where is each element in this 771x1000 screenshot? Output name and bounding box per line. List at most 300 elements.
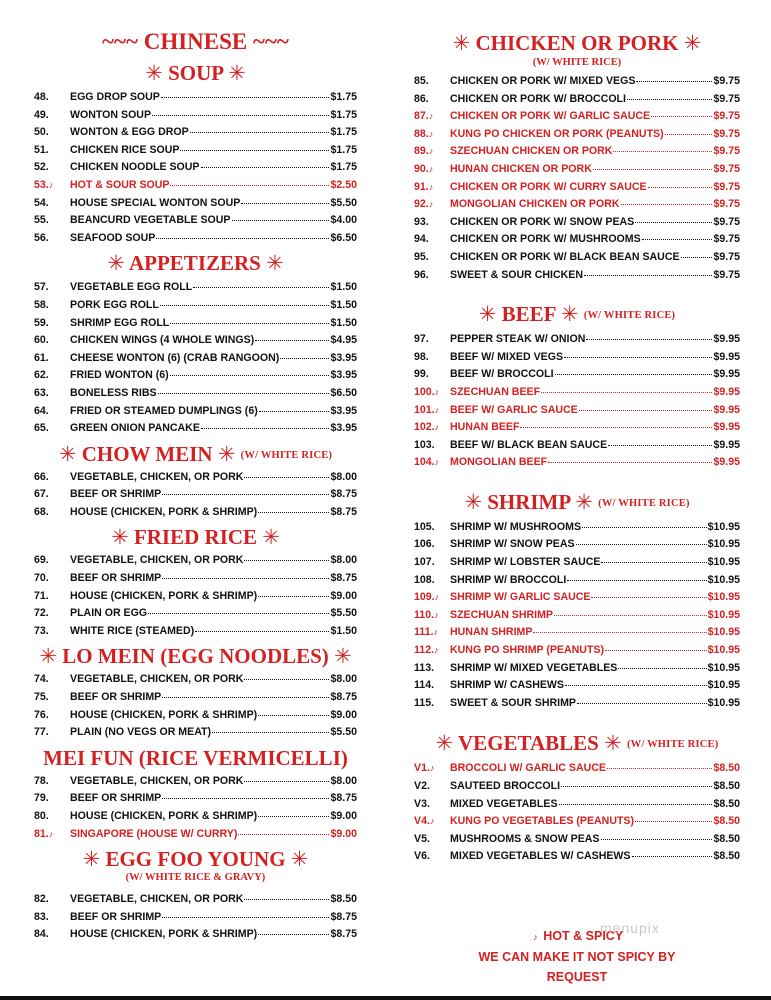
item-name: MIXED VEGETABLES W/ CASHEWS bbox=[450, 850, 631, 863]
menu-item bbox=[34, 403, 357, 421]
item-price: $9.75 bbox=[713, 233, 740, 246]
menu-item bbox=[414, 624, 740, 642]
dot-leader bbox=[244, 476, 329, 478]
dot-leader bbox=[195, 630, 329, 632]
menu-item bbox=[34, 315, 357, 333]
dot-leader bbox=[593, 168, 713, 170]
fried-rice-list bbox=[34, 552, 357, 640]
chili-pepper-icon: ♪ bbox=[428, 128, 434, 139]
item-number bbox=[414, 126, 450, 144]
item-number-text: 99. bbox=[414, 368, 429, 381]
item-number bbox=[34, 891, 70, 909]
item-number-text: 74. bbox=[34, 673, 49, 686]
item-name: HOUSE (CHICKEN, PORK & SHRIMP) bbox=[70, 589, 258, 602]
chow-mein-list bbox=[34, 469, 357, 522]
menu-item bbox=[34, 124, 357, 142]
item-number bbox=[34, 350, 70, 368]
item-number bbox=[34, 212, 70, 230]
item-number-text: 51. bbox=[34, 143, 49, 156]
menu-item bbox=[34, 142, 357, 160]
item-number bbox=[414, 660, 450, 678]
item-name: FRIED OR STEAMED DUMPLINGS (6) bbox=[70, 404, 258, 417]
item-price: $9.00 bbox=[330, 827, 357, 840]
item-name: MONGOLIAN BEEF bbox=[450, 456, 548, 469]
item-number-text: 108. bbox=[414, 573, 435, 586]
dot-leader bbox=[170, 374, 330, 376]
item-name: SHRIMP W/ MIXED VEGETABLES bbox=[450, 661, 618, 674]
chili-pepper-icon: ♪ bbox=[433, 627, 438, 638]
menu-item bbox=[414, 536, 740, 554]
item-name: BEEF OR SHRIMP bbox=[70, 910, 162, 923]
asterisk-icon: ✳ bbox=[262, 525, 280, 550]
item-number-text: 97. bbox=[414, 333, 429, 346]
item-name: CHICKEN OR PORK W/ BLACK BEAN SAUCE bbox=[450, 250, 680, 263]
item-price: $1.75 bbox=[330, 126, 357, 139]
item-price: $9.00 bbox=[330, 589, 357, 602]
item-price: $1.75 bbox=[330, 91, 357, 103]
dot-leader bbox=[160, 304, 330, 306]
menu-item bbox=[414, 813, 740, 831]
item-price: $8.75 bbox=[330, 505, 357, 518]
item-number-text: 48. bbox=[34, 91, 49, 103]
item-number bbox=[414, 760, 450, 778]
asterisk-icon: ✳ bbox=[334, 644, 352, 669]
menu-item bbox=[34, 689, 357, 707]
item-price: $8.50 bbox=[713, 850, 740, 863]
item-number bbox=[414, 143, 450, 161]
item-number-text: 109. bbox=[414, 591, 435, 604]
item-name: BEEF W/ MIXED VEGS bbox=[450, 350, 564, 363]
item-name: BEEF OR SHRIMP bbox=[70, 691, 162, 704]
item-name: BONELESS RIBS bbox=[70, 386, 157, 399]
item-number bbox=[414, 349, 450, 367]
item-price: $10.95 bbox=[707, 520, 740, 533]
item-number bbox=[34, 297, 70, 315]
vegetables-list bbox=[414, 760, 740, 866]
item-number-text: V2. bbox=[414, 780, 430, 792]
menu-item bbox=[414, 677, 740, 695]
menu-item bbox=[34, 773, 357, 791]
item-number-text: 100. bbox=[414, 385, 435, 398]
item-number bbox=[34, 315, 70, 333]
item-price: $8.00 bbox=[330, 673, 357, 686]
item-number-text: 103. bbox=[414, 438, 435, 451]
beef-list bbox=[414, 331, 740, 472]
item-name: MONGOLIAN CHICKEN OR PORK bbox=[450, 198, 620, 211]
item-price: $1.50 bbox=[330, 281, 357, 294]
menu-item bbox=[34, 909, 357, 927]
item-number-text: 101. bbox=[414, 403, 435, 416]
item-name: CHICKEN OR PORK W/ MUSHROOMS bbox=[450, 233, 641, 246]
item-number-text: 63. bbox=[34, 386, 49, 399]
item-price: $1.75 bbox=[330, 108, 357, 121]
item-number bbox=[34, 486, 70, 504]
item-name: FRIED WONTON (6) bbox=[70, 369, 169, 382]
item-number bbox=[34, 367, 70, 385]
menu-item bbox=[414, 108, 740, 126]
item-number-text: V1. bbox=[414, 762, 430, 775]
item-price: $9.75 bbox=[713, 198, 740, 211]
item-number-text: 84. bbox=[34, 928, 49, 941]
dot-leader bbox=[559, 803, 713, 805]
item-number bbox=[414, 677, 450, 695]
item-name: HOT & SOUR SOUP bbox=[70, 178, 170, 191]
item-number bbox=[414, 196, 450, 214]
item-number bbox=[34, 230, 70, 248]
item-price: $9.95 bbox=[713, 403, 740, 416]
item-name: SHRIMP EGG ROLL bbox=[70, 316, 170, 329]
item-name: CHEESE WONTON (6) (CRAB RANGOON) bbox=[70, 351, 280, 364]
item-number-text: 64. bbox=[34, 404, 49, 417]
chili-pepper-icon: ♪ bbox=[434, 386, 440, 397]
chili-pepper-icon: ♪ bbox=[428, 163, 434, 174]
menu-item bbox=[414, 331, 740, 349]
item-number bbox=[34, 142, 70, 160]
menu-item bbox=[414, 695, 740, 713]
dot-leader bbox=[567, 579, 706, 581]
item-price: $5.50 bbox=[330, 607, 357, 620]
item-number-text: 49. bbox=[34, 108, 49, 121]
item-number-text: 93. bbox=[414, 215, 429, 228]
item-number bbox=[34, 826, 70, 844]
item-number bbox=[414, 536, 450, 554]
item-number-text: 104. bbox=[414, 456, 435, 469]
dot-leader bbox=[190, 131, 330, 133]
asterisk-icon: ✳ bbox=[266, 251, 284, 276]
item-price: $8.00 bbox=[330, 470, 357, 483]
dot-leader bbox=[258, 714, 329, 716]
item-name: PEPPER STEAK W/ ONION bbox=[450, 333, 586, 346]
not-spicy-note: WE CAN MAKE IT NOT SPICY BY REQUEST bbox=[478, 950, 676, 984]
item-number bbox=[34, 279, 70, 297]
item-number bbox=[414, 267, 450, 285]
menu-item bbox=[34, 826, 357, 844]
menu-item bbox=[414, 419, 740, 437]
menu-item bbox=[414, 91, 740, 109]
item-name: KUNG PO CHICKEN OR PORK (PEANUTS) bbox=[450, 127, 664, 140]
dot-leader bbox=[635, 221, 712, 223]
item-price: $8.50 bbox=[713, 832, 740, 845]
asterisk-icon: ✳ bbox=[217, 441, 236, 466]
menu-item bbox=[34, 212, 357, 230]
chili-pepper-icon: ♪ bbox=[429, 816, 435, 827]
item-number-text: 76. bbox=[34, 708, 49, 721]
menu-item bbox=[34, 504, 357, 522]
menu-item bbox=[414, 760, 740, 778]
item-price: $8.75 bbox=[330, 691, 357, 704]
section-title-soup: ✳ SOUP ✳ bbox=[145, 61, 246, 85]
item-number-text: 56. bbox=[34, 231, 49, 244]
item-price: $9.95 bbox=[713, 333, 740, 346]
item-name: BEEF W/ BLACK BEAN SAUCE bbox=[450, 438, 608, 451]
menu-item bbox=[34, 671, 357, 689]
item-number-text: 110. bbox=[414, 608, 435, 621]
item-price: $9.75 bbox=[713, 127, 740, 140]
dot-leader bbox=[621, 203, 713, 205]
item-number bbox=[34, 552, 70, 570]
item-name: BEEF W/ BROCCOLI bbox=[450, 368, 554, 381]
item-number bbox=[414, 249, 450, 267]
menu-item bbox=[34, 891, 357, 909]
dot-leader bbox=[241, 202, 329, 204]
item-name: MUSHROOMS & SNOW PEAS bbox=[450, 832, 600, 845]
item-number bbox=[34, 504, 70, 522]
item-number bbox=[34, 124, 70, 142]
chili-pepper-icon: ♪ bbox=[48, 179, 54, 190]
menu-item bbox=[414, 572, 740, 590]
watermark-logo: menupix bbox=[600, 920, 660, 936]
item-name: WONTON & EGG DROP bbox=[70, 126, 189, 139]
menu-item bbox=[414, 554, 740, 572]
menu-item bbox=[414, 660, 740, 678]
section-note: (W/ WHITE RICE) bbox=[583, 310, 676, 322]
item-name: SZECHUAN BEEF bbox=[450, 385, 541, 398]
section-title-chicken-pork: ✳ CHICKEN OR PORK ✳ bbox=[452, 31, 702, 55]
egg-foo-young-list bbox=[34, 891, 357, 944]
item-number-text: 88. bbox=[414, 127, 429, 140]
menu-item bbox=[34, 790, 357, 808]
item-number-text: 98. bbox=[414, 350, 429, 363]
item-number-text: 82. bbox=[34, 893, 49, 906]
dot-leader bbox=[605, 649, 707, 651]
dot-leader bbox=[244, 678, 329, 680]
item-price: $9.75 bbox=[713, 110, 740, 123]
item-number bbox=[34, 605, 70, 623]
spicy-legend bbox=[452, 926, 702, 987]
dot-leader bbox=[162, 916, 329, 918]
item-number-text: 80. bbox=[34, 810, 49, 822]
item-number-text: 61. bbox=[34, 351, 49, 364]
item-name: PORK EGG ROLL bbox=[70, 298, 159, 311]
dot-leader bbox=[170, 184, 329, 186]
item-number bbox=[414, 231, 450, 249]
page-title: ~~~ CHINESE ~~~ bbox=[102, 29, 289, 54]
item-name: CHICKEN OR PORK W/ MIXED VEGS bbox=[450, 75, 636, 87]
menu-item bbox=[414, 196, 740, 214]
menu-item bbox=[414, 267, 740, 285]
item-number-text: 71. bbox=[34, 589, 49, 602]
menu-item bbox=[34, 230, 357, 248]
item-number-text: 102. bbox=[414, 421, 435, 434]
dot-leader bbox=[244, 780, 329, 782]
section-title-beef: ✳ BEEF ✳ (W/ WHITE RICE) bbox=[478, 302, 676, 327]
item-price: $10.95 bbox=[707, 608, 740, 621]
menu-item bbox=[414, 642, 740, 660]
menu-item bbox=[34, 623, 357, 641]
item-number-text: V3. bbox=[414, 797, 430, 810]
item-number bbox=[34, 808, 70, 826]
chili-pepper-icon: ♪ bbox=[434, 609, 439, 620]
menu-item bbox=[414, 126, 740, 144]
menu-item bbox=[34, 297, 357, 315]
appetizers-list bbox=[34, 279, 357, 437]
item-price: $9.75 bbox=[713, 215, 740, 228]
item-name: PLAIN OR EGG bbox=[70, 607, 148, 620]
dot-leader bbox=[180, 149, 329, 151]
menu-item bbox=[414, 437, 740, 455]
item-number bbox=[34, 403, 70, 421]
item-name: SHRIMP W/ LOBSTER SAUCE bbox=[450, 556, 601, 569]
item-name: VEGETABLE, CHICKEN, OR PORK bbox=[70, 673, 244, 686]
item-price: $3.95 bbox=[330, 404, 357, 417]
menu-item bbox=[34, 552, 357, 570]
item-number bbox=[414, 589, 450, 607]
item-name: VEGETABLE, CHICKEN, OR PORK bbox=[70, 470, 244, 483]
item-name: BEEF OR SHRIMP bbox=[70, 572, 162, 585]
menu-item bbox=[414, 249, 740, 267]
item-number-text: 94. bbox=[414, 233, 429, 246]
menu-item bbox=[414, 161, 740, 179]
item-price: $6.50 bbox=[330, 386, 357, 399]
item-price: $9.95 bbox=[713, 456, 740, 469]
section-note: (W/ WHITE RICE & GRAVY) bbox=[125, 872, 266, 884]
item-price: $8.50 bbox=[330, 893, 357, 906]
item-name: VEGETABLE, CHICKEN, OR PORK bbox=[70, 893, 244, 906]
asterisk-icon: ✳ bbox=[290, 847, 309, 872]
menu-item bbox=[414, 848, 740, 866]
lo-mein-list bbox=[34, 671, 357, 741]
soup-list bbox=[34, 89, 357, 247]
item-price: $10.95 bbox=[707, 626, 740, 639]
chili-pepper-icon: ♪ bbox=[429, 763, 435, 774]
section-note: (W/ WHITE RICE) bbox=[532, 57, 622, 68]
menu-item bbox=[414, 589, 740, 607]
item-price: $2.50 bbox=[330, 178, 357, 191]
item-number bbox=[34, 107, 70, 125]
dot-leader bbox=[584, 274, 712, 276]
chili-pepper-icon: ♪ bbox=[428, 199, 434, 210]
item-name: HUNAN BEEF bbox=[450, 421, 520, 434]
item-number-text: 111. bbox=[414, 626, 434, 639]
item-number-text: 107. bbox=[414, 556, 435, 569]
item-price: $3.95 bbox=[330, 369, 357, 382]
dot-leader bbox=[576, 543, 707, 545]
dot-leader bbox=[564, 356, 712, 358]
item-number bbox=[34, 671, 70, 689]
item-number bbox=[34, 623, 70, 641]
dot-leader bbox=[613, 150, 712, 152]
item-price: $10.95 bbox=[707, 591, 740, 604]
menu-item bbox=[414, 402, 740, 420]
item-name: SHRIMP W/ BROCCOLI bbox=[450, 573, 567, 586]
mei-fun-list bbox=[34, 773, 357, 843]
dot-leader bbox=[636, 80, 712, 82]
item-price: $1.50 bbox=[330, 316, 357, 329]
item-price: $9.95 bbox=[713, 350, 740, 363]
item-name: KUNG PO SHRIMP (PEANUTS) bbox=[450, 644, 605, 657]
item-name: SWEET & SOUR CHICKEN bbox=[450, 268, 584, 281]
item-name: BEEF OR SHRIMP bbox=[70, 488, 162, 501]
asterisk-icon: ✳ bbox=[575, 489, 593, 514]
item-number bbox=[34, 773, 70, 791]
item-number bbox=[34, 707, 70, 725]
menu-item bbox=[414, 73, 740, 91]
dot-leader bbox=[635, 820, 712, 822]
item-number-text: 79. bbox=[34, 792, 49, 805]
menu-item bbox=[34, 420, 357, 438]
item-price: $9.75 bbox=[713, 92, 740, 105]
item-price: $8.75 bbox=[330, 792, 357, 805]
item-price: $9.00 bbox=[330, 708, 357, 721]
item-number bbox=[34, 332, 70, 350]
chili-pepper-icon: ♪ bbox=[434, 645, 439, 656]
item-number bbox=[34, 588, 70, 606]
item-number bbox=[414, 695, 450, 713]
menu-item bbox=[34, 332, 357, 350]
item-name: HOUSE (CHICKEN, PORK & SHRIMP) bbox=[70, 928, 258, 941]
asterisk-icon: ✳ bbox=[452, 31, 471, 55]
item-name: CHICKEN RICE SOUP bbox=[70, 143, 180, 156]
dot-leader bbox=[170, 322, 329, 324]
item-price: $9.75 bbox=[713, 268, 740, 281]
dot-leader bbox=[162, 493, 329, 495]
section-title-lo-mein: ✳ LO MEIN (EGG NOODLES) ✳ bbox=[39, 644, 352, 669]
chili-pepper-icon: ♪ bbox=[48, 828, 54, 839]
dot-leader bbox=[665, 133, 713, 135]
asterisk-icon: ✳ bbox=[145, 61, 163, 85]
item-number-text: 87. bbox=[414, 110, 429, 123]
dot-leader bbox=[152, 114, 329, 116]
dot-leader bbox=[582, 526, 707, 528]
dot-leader bbox=[681, 256, 713, 258]
menu-item bbox=[34, 469, 357, 487]
menu-item bbox=[414, 384, 740, 402]
asterisk-icon: ✳ bbox=[111, 525, 129, 550]
chili-pepper-icon: ♪ bbox=[434, 457, 440, 468]
dot-leader bbox=[161, 96, 330, 98]
item-price: $10.95 bbox=[707, 573, 740, 586]
dot-leader bbox=[632, 855, 713, 857]
dot-leader bbox=[212, 731, 329, 733]
item-price: $9.75 bbox=[713, 162, 740, 175]
menu-item bbox=[414, 607, 740, 625]
dot-leader bbox=[651, 115, 712, 117]
item-number-text: 105. bbox=[414, 520, 435, 533]
item-price: $8.75 bbox=[330, 572, 357, 585]
item-name: MIXED VEGETABLES bbox=[450, 797, 558, 810]
item-number bbox=[414, 796, 450, 814]
asterisk-icon: ✳ bbox=[58, 441, 77, 466]
item-name: BEANCURD VEGETABLE SOUP bbox=[70, 214, 231, 227]
dot-leader bbox=[618, 667, 706, 669]
item-name: GREEN ONION PANCAKE bbox=[70, 422, 200, 435]
item-number-text: 72. bbox=[34, 607, 49, 620]
section-title-appetizers: ✳ APPETIZERS ✳ bbox=[107, 251, 284, 276]
item-name: HOUSE (CHICKEN, PORK & SHRIMP) bbox=[70, 708, 258, 721]
section-title-mei-fun: MEI FUN (RICE VERMICELLI) bbox=[43, 745, 348, 770]
item-price: $4.95 bbox=[330, 334, 357, 347]
item-number-text: 58. bbox=[34, 298, 49, 311]
item-name: EGG DROP SOUP bbox=[70, 91, 160, 103]
dot-leader bbox=[238, 833, 329, 835]
bottom-border bbox=[0, 996, 771, 1000]
item-price: $10.95 bbox=[707, 556, 740, 569]
asterisk-icon: ✳ bbox=[478, 302, 497, 327]
item-number-text: 113. bbox=[414, 661, 435, 674]
section-note: (W/ WHITE RICE) bbox=[240, 449, 333, 461]
dot-leader bbox=[148, 612, 329, 614]
item-number bbox=[34, 177, 70, 195]
dot-leader bbox=[548, 461, 712, 463]
item-number bbox=[414, 607, 450, 625]
item-name: HUNAN CHICKEN OR PORK bbox=[450, 162, 592, 175]
item-number bbox=[34, 570, 70, 588]
item-price: $1.75 bbox=[330, 161, 357, 174]
item-number-text: 73. bbox=[34, 624, 49, 637]
item-number bbox=[414, 402, 450, 420]
item-name: KUNG PO VEGETABLES (PEANUTS) bbox=[450, 815, 635, 828]
dot-leader bbox=[244, 898, 329, 900]
